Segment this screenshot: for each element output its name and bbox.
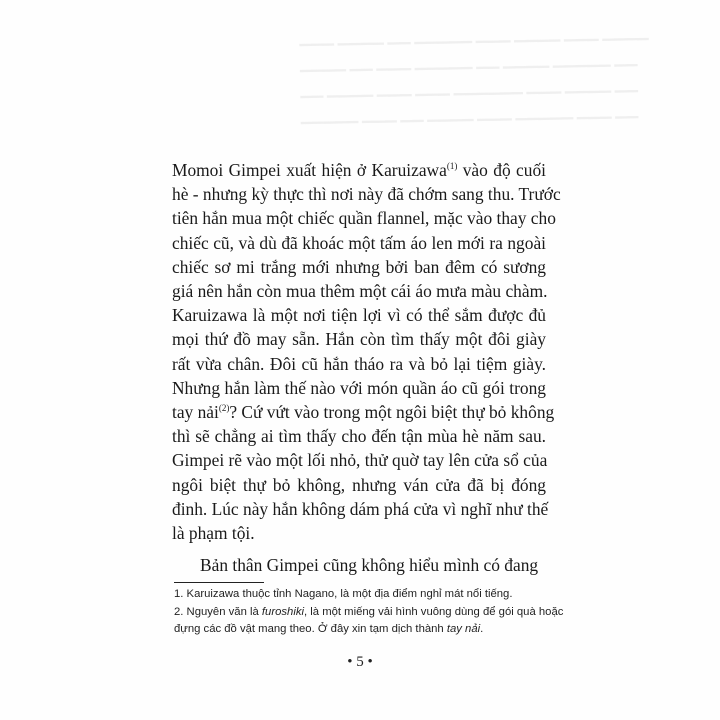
footnote-ref-2: (2) (218, 403, 230, 414)
text-line: tay nải$^{(2)}$? Cứ vứt vào trong một ngôi biệt thự bỏ không (172, 402, 555, 423)
footnote-1: 1. Karuizawa thuộc tỉnh Nagano, là một địa điểm nghỉ mát nổi tiếng. (174, 588, 513, 600)
footnotes (174, 586, 564, 639)
text-line: hè - nhưng kỳ thực thì nơi này đã chớm sang thu. Trước (172, 184, 561, 205)
text-line: giá nên hắn còn mua thêm một cái áo mưa màu chàm. (172, 281, 548, 302)
text-line: Gimpei rẽ vào một lối nhỏ, thử quờ tay lên cửa sổ của (172, 450, 548, 471)
footnote-2: 2. Nguyên văn là furoshiki, là một miếng vải hình vuông dùng để gói quà hoặc (174, 605, 564, 618)
text-line: đinh. Lúc này hắn không dám phá cửa vì nghĩ như thế (172, 498, 549, 519)
text-line: ngôi biệt thự bỏ không, nhưng ván cửa đã bị đóng (172, 474, 546, 495)
body-text (172, 158, 561, 577)
text-line: thì sẽ chẳng ai tìm thấy cho đến tận mùa hè năm sau. (172, 426, 546, 447)
footnote-2-continued: đựng các đồ vật mang theo. Ở đây xin tạm dịch thành tay nải. (174, 623, 484, 635)
text-line: mọi thứ đồ may sẵn. Hắn còn tìm thấy một đôi giày (172, 329, 546, 350)
show-through-texture: ▁▁▁ ▁▁▁▁ ▁▁ ▁▁▁▁▁ ▁▁▁ ▁▁▁▁ ▁▁▁ ▁▁▁▁ ▁▁▁▁ ▁▁ ▁▁▁ ▁▁▁▁▁ ▁▁ ▁▁▁▁ ▁▁▁▁▁ ▁▁ ▁▁ ▁▁▁▁ ▁▁▁ ▁▁▁ ▁▁▁▁▁▁ ▁▁▁ ▁▁▁▁ ▁▁ ▁▁▁▁▁ ▁▁▁ ▁▁ ▁▁▁▁ ▁▁▁ ▁▁▁▁▁ ▁▁▁ ▁▁ (299, 24, 649, 125)
text-line: rất vừa chân. Đôi cũ hắn tháo ra và bỏ lại tiệm giày. (172, 353, 546, 374)
text-line: Karuizawa là một nơi tiện lợi vì có thể sắm được đủ (172, 305, 546, 326)
text-line: Bản thân Gimpei cũng không hiểu mình có đang (200, 555, 539, 576)
text-line: chiếc sơ mi trắng mới nhưng bởi ban đêm có sương (172, 256, 546, 277)
paragraph-2 (172, 553, 546, 577)
paragraph-1 (172, 158, 561, 545)
footnote-ref-1: (1) (446, 161, 458, 172)
text-line: Nhưng hắn làm thế nào với món quần áo cũ gói trong (172, 377, 546, 398)
text-line: tiên hắn mua một chiếc quần flannel, mặc vào thay cho (172, 208, 556, 229)
text-line: chiếc cũ, và dù đã khoác một tấm áo len mới ra ngoài (172, 232, 546, 253)
page-number: • 5 • (347, 654, 373, 670)
text-line: Momoi Gimpei xuất hiện ở Karuizawa$^{(1)}$ vào độ cuối (172, 160, 546, 180)
text-line: là phạm tội. (172, 523, 255, 544)
footnote-divider (174, 582, 264, 583)
